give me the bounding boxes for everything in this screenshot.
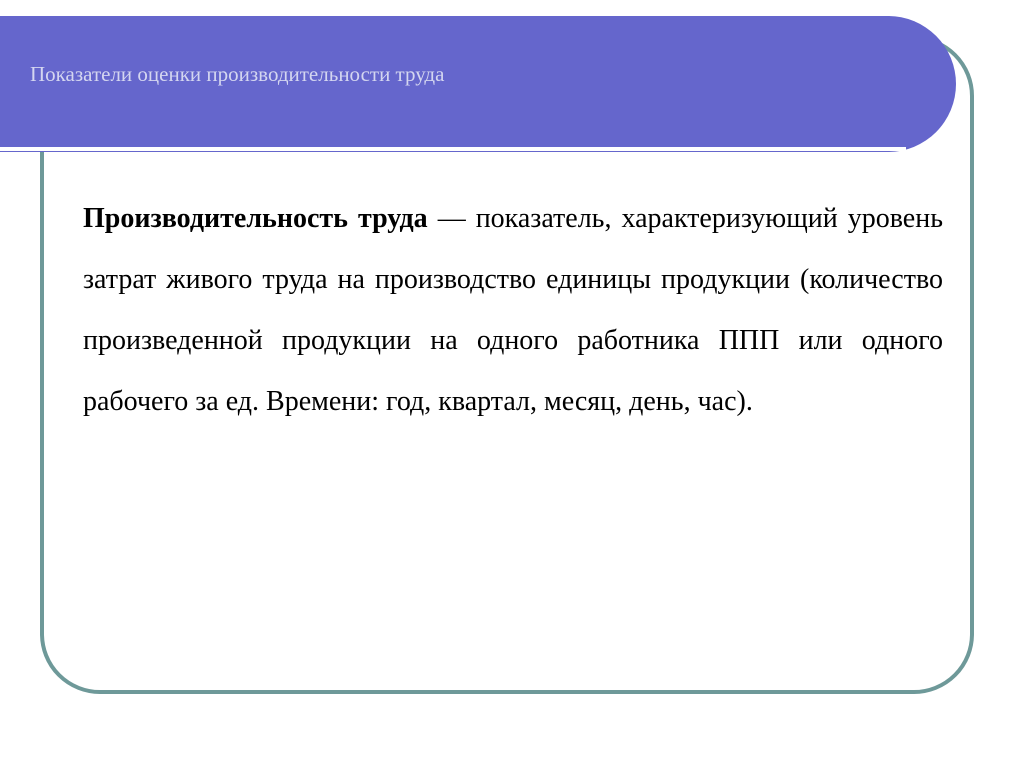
slide-title: Показатели оценки производительности труда bbox=[30, 62, 445, 86]
title-underline bbox=[0, 147, 906, 151]
definition-term: Производительность труда bbox=[83, 203, 428, 234]
definition-text: — показатель, характеризующий уровень затрат живого труда на производство единицы продукции (количество произведенной продукции на одного работника ППП или одного рабочего за ед. Времени: год, квартал, месяц, день, час). bbox=[83, 203, 943, 417]
definition-paragraph bbox=[83, 188, 943, 432]
